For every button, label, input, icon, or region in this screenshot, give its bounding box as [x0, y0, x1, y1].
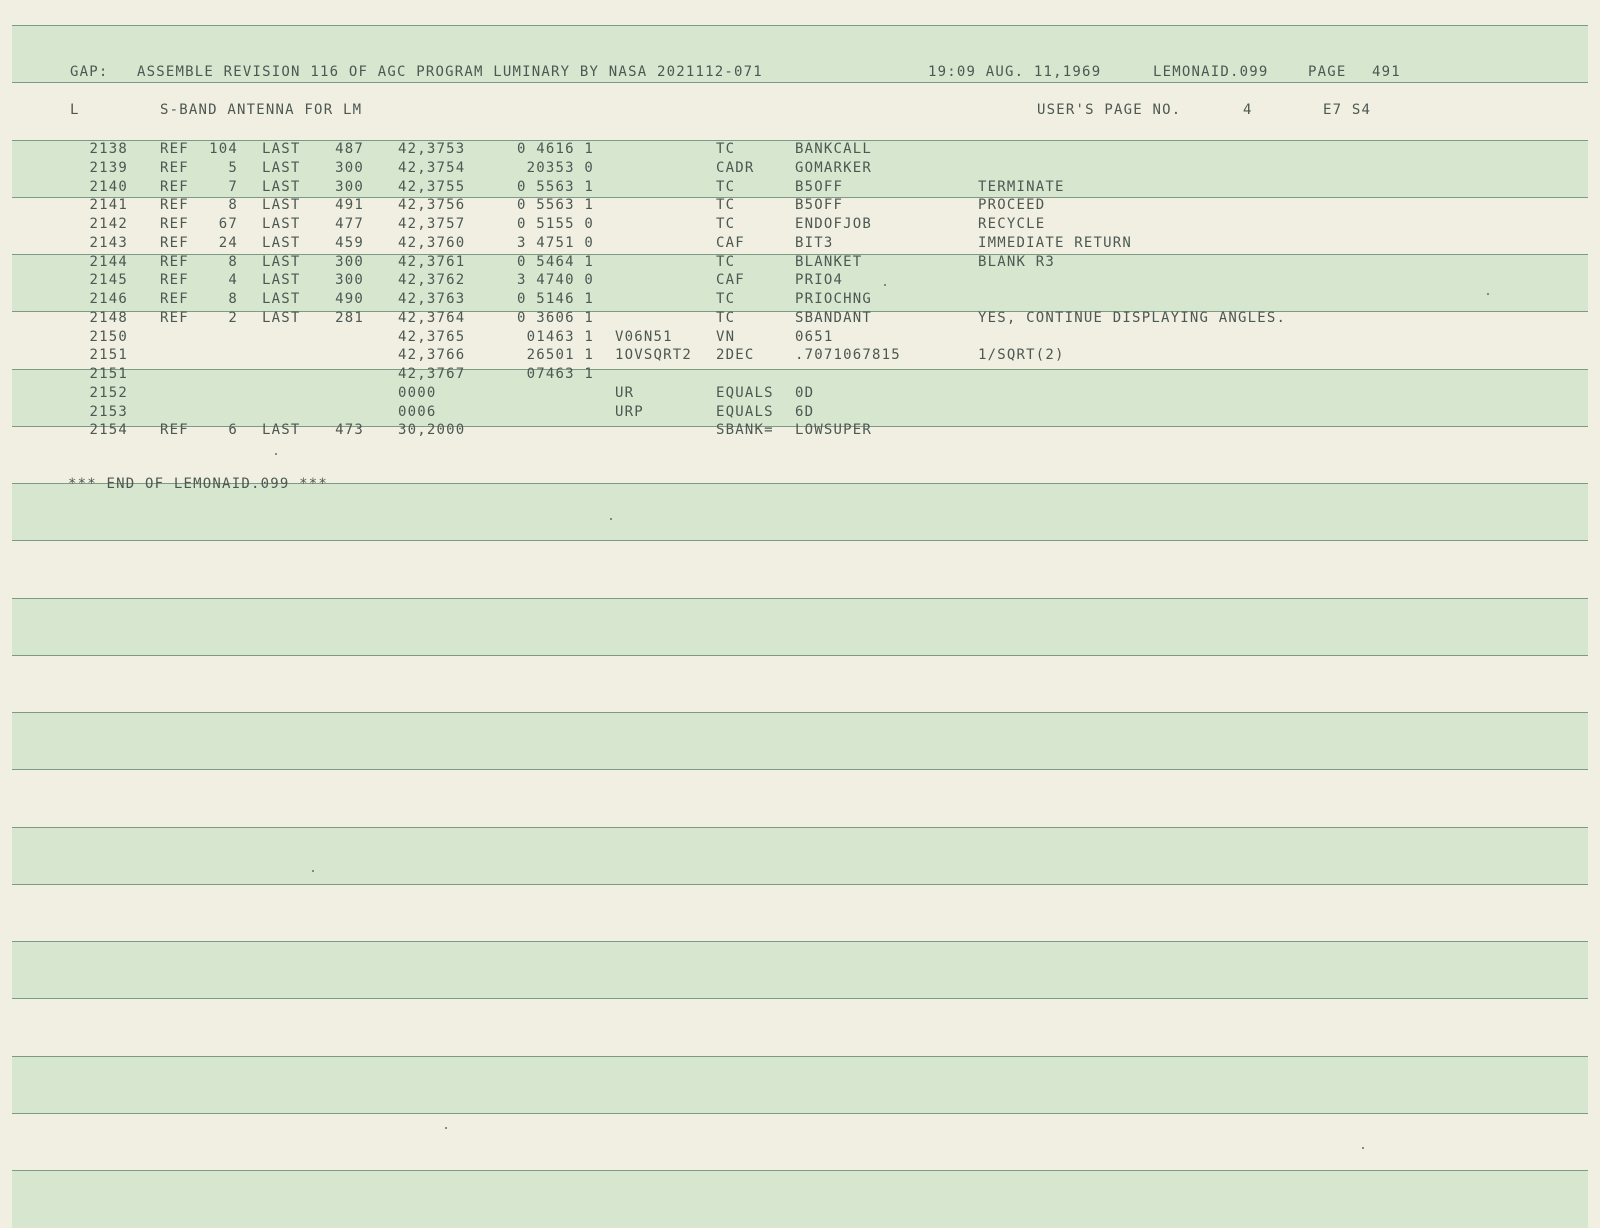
octal-code: 0 4616 1 — [516, 141, 594, 157]
opcode: CAF — [716, 272, 745, 289]
paper-band — [12, 941, 1588, 999]
comment: PROCEED — [978, 197, 1046, 214]
opcode: 2DEC — [716, 347, 755, 364]
listing-footer — [0, 476, 1600, 494]
address: 0000 — [398, 384, 437, 401]
comment: 1/SQRT(2) — [978, 347, 1065, 364]
octal-code: 3 4751 0 — [516, 234, 594, 251]
listing-row — [0, 347, 1600, 366]
opcode: SBANK= — [716, 422, 774, 439]
octal-code: 0 3606 1 — [516, 309, 594, 326]
section-code: E7 S4 — [1323, 102, 1372, 118]
address: 30,2000 — [398, 422, 466, 439]
line-number: 2153 — [89, 403, 128, 420]
print-timestamp: 19:09 AUG. 11,1969 — [928, 64, 1102, 80]
last-page: 300 — [335, 178, 364, 195]
ref-count: 2 — [228, 309, 238, 326]
symbol-label: UR — [615, 384, 635, 401]
listing-row — [0, 272, 1600, 291]
ref-count: 24 — [218, 234, 238, 251]
octal-code: 0 5464 1 — [516, 253, 594, 270]
ref-label: REF — [160, 197, 189, 214]
last-label: LAST — [262, 253, 301, 270]
line-number: 2154 — [89, 422, 128, 439]
ref-label: REF — [160, 178, 189, 195]
ref-count: 7 — [228, 178, 238, 195]
line-number: 2148 — [89, 309, 128, 326]
last-label: LAST — [262, 159, 301, 176]
opcode: TC — [716, 216, 736, 232]
paper-band — [12, 1113, 1588, 1171]
operand: B5OFF — [795, 178, 844, 195]
listing-row — [0, 310, 1600, 329]
page-label: PAGE — [1308, 64, 1347, 80]
octal-code: 0 5155 0 — [516, 216, 594, 232]
paper-speck — [884, 284, 886, 286]
ref-count: 8 — [228, 291, 238, 307]
paper-band — [12, 769, 1588, 827]
address: 0006 — [398, 403, 437, 420]
octal-code: 0 5563 1 — [516, 197, 594, 214]
paper-speck — [1487, 293, 1489, 295]
ref-label: REF — [160, 422, 189, 439]
opcode: TC — [716, 197, 736, 214]
ref-label: REF — [160, 216, 189, 232]
last-label: LAST — [262, 272, 301, 289]
listing-row — [0, 160, 1600, 179]
ref-count: 8 — [228, 197, 238, 214]
line-number: 2150 — [89, 328, 128, 345]
address: 42,3765 — [398, 328, 466, 345]
paper-band — [12, 712, 1588, 770]
section-title: S-BAND ANTENNA FOR LM — [160, 102, 363, 118]
octal-code: 07463 1 — [526, 366, 594, 382]
listing-row — [0, 216, 1600, 235]
section-marker: L — [70, 102, 80, 118]
program-title: ASSEMBLE REVISION 116 OF AGC PROGRAM LUMINARY BY NASA 2021112-071 — [137, 64, 763, 80]
ref-label: REF — [160, 141, 189, 157]
last-label: LAST — [262, 234, 301, 251]
octal-code: 01463 1 — [526, 328, 594, 345]
listing-row — [0, 254, 1600, 273]
assembler-label: GAP: — [70, 64, 109, 80]
comment: TERMINATE — [978, 178, 1065, 195]
ref-count: 8 — [228, 253, 238, 270]
user-page-number: 4 — [1243, 102, 1253, 118]
listing-row — [0, 385, 1600, 404]
last-page: 490 — [335, 291, 364, 307]
ref-count: 67 — [218, 216, 238, 232]
paper-speck — [275, 453, 277, 455]
ref-label: REF — [160, 291, 189, 307]
last-page: 281 — [335, 309, 364, 326]
ref-count: 5 — [228, 159, 238, 176]
symbol-label: URP — [615, 403, 644, 420]
address: 42,3766 — [398, 347, 466, 364]
address: 42,3755 — [398, 178, 466, 195]
listing-row — [0, 404, 1600, 423]
opcode: TC — [716, 178, 736, 195]
operand: PRIO4 — [795, 272, 844, 289]
operand: BLANKET — [795, 253, 863, 270]
comment: RECYCLE — [978, 216, 1046, 232]
paper-speck — [445, 1127, 447, 1129]
section-header — [0, 102, 1600, 120]
opcode: TC — [716, 141, 736, 157]
ref-label: REF — [160, 253, 189, 270]
paper-speck — [312, 870, 314, 872]
paper-band — [12, 655, 1588, 713]
operand: B5OFF — [795, 197, 844, 214]
symbol-label: 1OVSQRT2 — [615, 347, 693, 364]
opcode: TC — [716, 291, 736, 307]
last-label: LAST — [262, 291, 301, 307]
last-label: LAST — [262, 422, 301, 439]
listing-name: LEMONAID.099 — [1153, 64, 1269, 80]
octal-code: 20353 0 — [526, 159, 594, 176]
line-number: 2142 — [89, 216, 128, 232]
last-label: LAST — [262, 216, 301, 232]
page-number: 491 — [1372, 64, 1401, 80]
listing-row — [0, 329, 1600, 348]
last-label: LAST — [262, 141, 301, 157]
line-number: 2141 — [89, 197, 128, 214]
line-number: 2140 — [89, 178, 128, 195]
listing-row — [0, 422, 1600, 441]
ref-count: 4 — [228, 272, 238, 289]
paper-band — [12, 540, 1588, 598]
listing-row — [0, 197, 1600, 216]
line-number: 2139 — [89, 159, 128, 176]
opcode: TC — [716, 309, 736, 326]
line-number: 2145 — [89, 272, 128, 289]
line-number: 2138 — [89, 141, 128, 157]
ref-label: REF — [160, 159, 189, 176]
ref-label: REF — [160, 272, 189, 289]
line-number: 2151 — [89, 347, 128, 364]
line-number: 2152 — [89, 384, 128, 401]
user-page-label: USER'S PAGE NO. — [1037, 102, 1182, 118]
listing-row — [0, 291, 1600, 310]
last-page: 491 — [335, 197, 364, 214]
listing-row — [0, 235, 1600, 254]
paper-band — [12, 1170, 1588, 1228]
operand: LOWSUPER — [795, 422, 873, 439]
operand: 0D — [795, 384, 815, 401]
last-page: 300 — [335, 253, 364, 270]
address: 42,3763 — [398, 291, 466, 307]
operand: BIT3 — [795, 234, 834, 251]
symbol-label: V06N51 — [615, 328, 673, 345]
opcode: CAF — [716, 234, 745, 251]
opcode: TC — [716, 253, 736, 270]
line-number: 2143 — [89, 234, 128, 251]
paper-band — [12, 884, 1588, 942]
address: 42,3760 — [398, 234, 466, 251]
last-label: LAST — [262, 309, 301, 326]
octal-code: 26501 1 — [526, 347, 594, 364]
comment: IMMEDIATE RETURN — [978, 234, 1133, 251]
ref-count: 104 — [209, 141, 238, 157]
operand: GOMARKER — [795, 159, 873, 176]
last-page: 300 — [335, 272, 364, 289]
line-number: 2146 — [89, 291, 128, 307]
comment: YES, CONTINUE DISPLAYING ANGLES. — [978, 309, 1287, 326]
octal-code: 0 5563 1 — [516, 178, 594, 195]
address: 42,3761 — [398, 253, 466, 270]
address: 42,3754 — [398, 159, 466, 176]
address: 42,3764 — [398, 309, 466, 326]
operand: SBANDANT — [795, 309, 873, 326]
opcode: EQUALS — [716, 384, 774, 401]
ref-count: 6 — [228, 422, 238, 439]
paper-band — [12, 827, 1588, 885]
paper-speck — [1362, 1147, 1364, 1149]
address: 42,3762 — [398, 272, 466, 289]
line-number: 2151 — [89, 366, 128, 382]
address: 42,3756 — [398, 197, 466, 214]
paper-band — [12, 998, 1588, 1056]
listing-header — [0, 64, 1600, 82]
listing-row — [0, 366, 1600, 385]
paper-band — [12, 598, 1588, 656]
listing-row — [0, 141, 1600, 160]
octal-code: 3 4740 0 — [516, 272, 594, 289]
last-label: LAST — [262, 197, 301, 214]
end-of-listing-note: *** END OF LEMONAID.099 *** — [68, 476, 328, 492]
octal-code: 0 5146 1 — [516, 291, 594, 307]
ref-label: REF — [160, 309, 189, 326]
operand: 6D — [795, 403, 815, 420]
opcode: EQUALS — [716, 403, 774, 420]
last-page: 477 — [335, 216, 364, 232]
last-page: 300 — [335, 159, 364, 176]
last-page: 459 — [335, 234, 364, 251]
comment: BLANK R3 — [978, 253, 1056, 270]
address: 42,3757 — [398, 216, 466, 232]
address: 42,3753 — [398, 141, 466, 157]
line-number: 2144 — [89, 253, 128, 270]
operand: .7071067815 — [795, 347, 901, 364]
address: 42,3767 — [398, 366, 466, 382]
last-label: LAST — [262, 178, 301, 195]
listing-row — [0, 179, 1600, 198]
operand: PRIOCHNG — [795, 291, 873, 307]
paper-speck — [610, 518, 612, 520]
ref-label: REF — [160, 234, 189, 251]
opcode: VN — [716, 328, 736, 345]
operand: 0651 — [795, 328, 834, 345]
last-page: 487 — [335, 141, 364, 157]
last-page: 473 — [335, 422, 364, 439]
operand: BANKCALL — [795, 141, 873, 157]
opcode: CADR — [716, 159, 755, 176]
paper-band — [12, 1056, 1588, 1114]
operand: ENDOFJOB — [795, 216, 873, 232]
